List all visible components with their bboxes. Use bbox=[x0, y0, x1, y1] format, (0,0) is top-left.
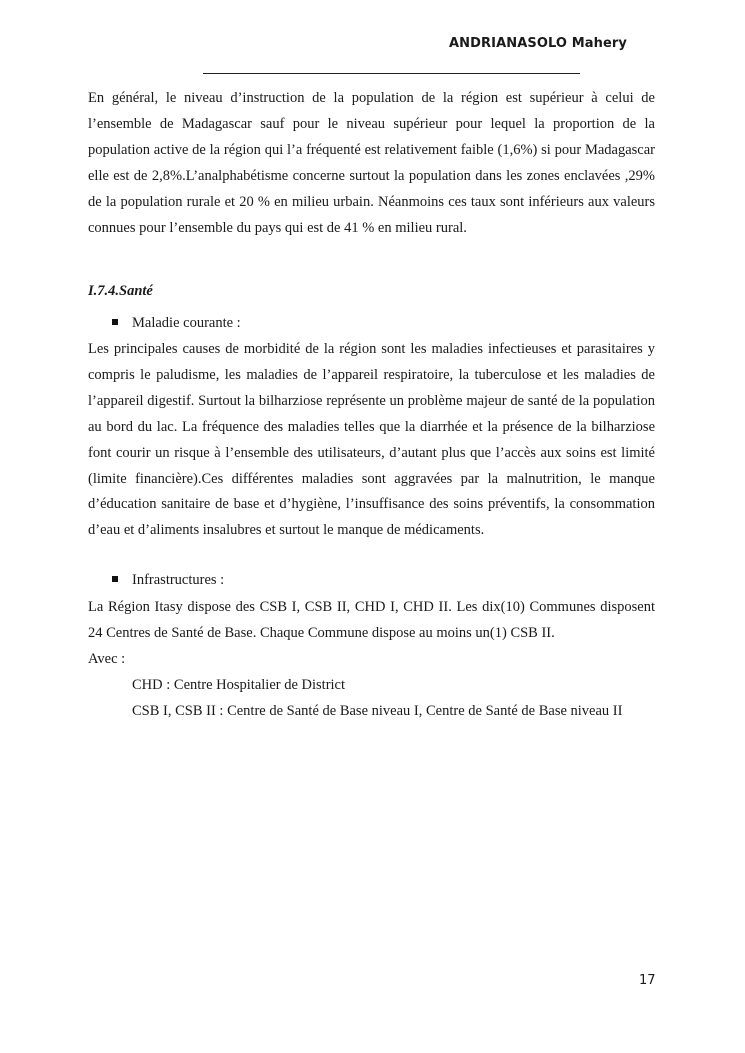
infrastructures-paragraph: La Région Itasy dispose des CSB I, CSB II, CHD I, CHD II. Les dix(10) Communes disposent 24 Centres de Santé de Base. Chaque Commune dispose au moins un(1) CSB II. bbox=[88, 599, 655, 641]
header-author: ANDRIANASOLO Mahery bbox=[449, 36, 627, 51]
bullet-infrastructures-label: Infrastructures : bbox=[132, 572, 225, 588]
square-bullet-icon bbox=[112, 319, 118, 325]
bullet-infrastructures bbox=[112, 572, 224, 589]
definition-chd: CHD : Centre Hospitalier de District bbox=[132, 677, 346, 693]
square-bullet-icon bbox=[112, 576, 118, 582]
header-rule bbox=[203, 73, 580, 74]
intro-paragraph: En général, le niveau d’instruction de la population de la région est supérieur à celui de l’ensemble de Madagascar sauf pour le niveau supérieur pour lequel la proportion de la population active de la région qui l’a fréquenté est relativement faible (1,6%) si pour Madagascar elle est de 2,8%.L’analphabétisme concerne surtout la population dans les zones enclavées ,29% de la population rurale et 20 % en milieu urbain. Néanmoins ces taux sont inférieurs aux valeurs connues pour l’ensemble du pays qui est de 41 % en milieu rural. bbox=[88, 90, 655, 236]
bullet-maladie bbox=[112, 315, 241, 332]
maladie-paragraph: Les principales causes de morbidité de la région sont les maladies infectieuses et parasitaires y compris le paludisme, les maladies de l’appareil respiratoire, la tuberculose et les maladies de l’appareil digestif. Surtout la bilharziose représente un problème majeur de santé de la population au bord du lac. La fréquence des maladies telles que la diarrhée et la présence de la bilharziose font courir un risque à l’ensemble des utilisateurs, d’autant plus que l’accès aux soins est limité (limite financière).Ces différentes maladies sont aggravées par la malnutrition, le manque d’éducation sanitaire de base et d’hygiène, l’insuffisance des soins préventifs, la consommation d’eau et d’aliments insalubres et surtout le manque de médicaments. bbox=[88, 341, 655, 539]
page-number: 17 bbox=[639, 973, 656, 988]
section-heading: I.7.4.Santé bbox=[88, 283, 153, 299]
definition-csb: CSB I, CSB II : Centre de Santé de Base niveau I, Centre de Santé de Base niveau II bbox=[132, 703, 623, 719]
avec-label: Avec : bbox=[88, 651, 126, 667]
bullet-maladie-label: Maladie courante : bbox=[132, 315, 241, 331]
